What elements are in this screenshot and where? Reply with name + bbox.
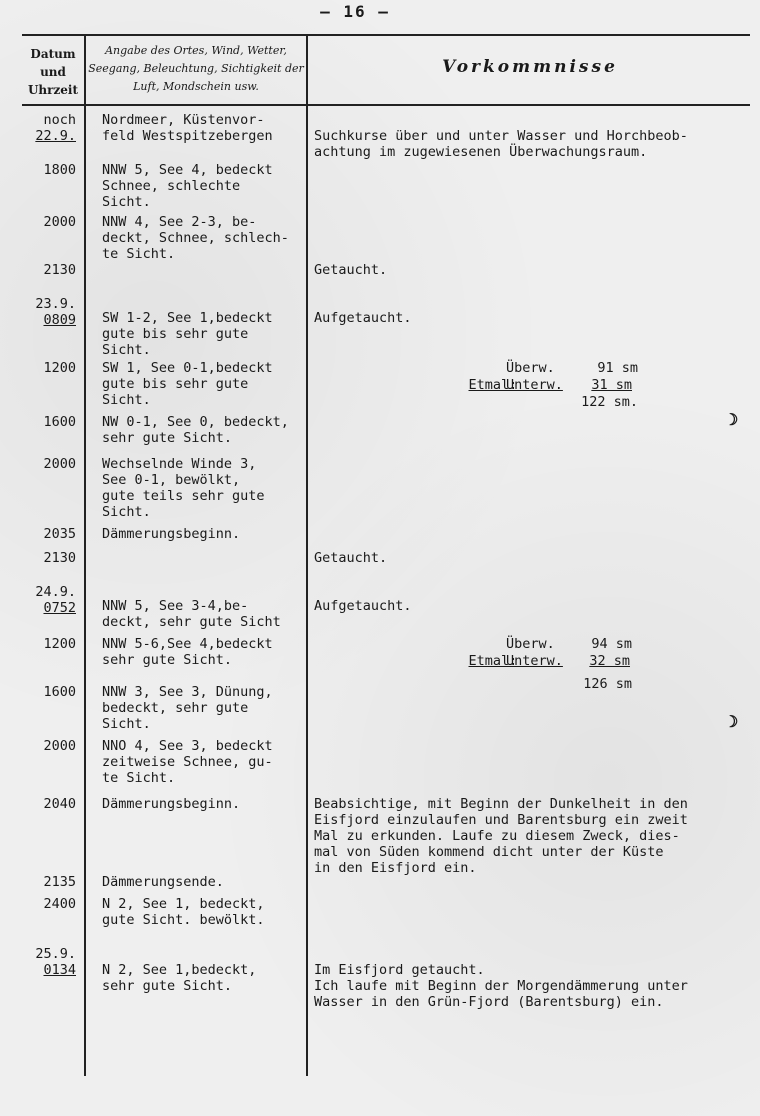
moon-phase-icon: ☽ xyxy=(724,712,739,731)
etmal-under-value: 32 sm xyxy=(589,653,630,669)
entry-time: 2040 xyxy=(43,796,76,812)
etmal-total: 126 sm xyxy=(583,676,632,692)
entry-events: Im Eisfjord getaucht. Ich laufe mit Beginn der Morgendämmerung unter Wasser in den Grün-Fjord (Barentsburg) ein. xyxy=(314,962,688,1010)
column-divider-2 xyxy=(306,34,308,1076)
header-date-time: Datum und Uhrzeit xyxy=(27,47,79,97)
top-rule xyxy=(22,34,750,36)
entry-weather: N 2, See 1,bedeckt, sehr gute Sicht. xyxy=(102,962,257,994)
entry-weather: SW 1-2, See 1,bedeckt gute bis sehr gute Sicht. xyxy=(102,310,273,358)
page-number: – 16 – xyxy=(320,2,390,21)
entry-time: 2135 xyxy=(43,874,76,890)
entry-time: 24.9. 0752 xyxy=(35,584,76,616)
entry-weather: Wechselnde Winde 3, See 0-1, bewölkt, gute teils sehr gute Sicht. xyxy=(102,456,265,520)
entry-time: 1200 xyxy=(43,360,76,376)
entry-weather: NNW 4, See 2-3, be- deckt, Schnee, schlech- te Sicht. xyxy=(102,214,289,262)
header-events: Vorkommnisse xyxy=(442,57,618,77)
entry-time: 2130 xyxy=(43,550,76,566)
entry-time: 1600 xyxy=(43,684,76,700)
etmal-over-value: 94 sm xyxy=(591,636,632,652)
entry-events: Suchkurse über und unter Wasser und Horchbeob- achtung im zugewiesenen Überwachungsraum. xyxy=(314,128,688,160)
entry-weather: N 2, See 1, bedeckt, gute Sicht. bewölkt. xyxy=(102,896,265,928)
etmal-under-label: Unterw. xyxy=(506,653,563,669)
entry-time: 2000 xyxy=(43,214,76,230)
etmal-under-label: Unterw. xyxy=(506,377,563,393)
entry-weather: SW 1, See 0-1,bedeckt gute bis sehr gute Sicht. xyxy=(102,360,273,408)
entry-time: 2130 xyxy=(43,262,76,278)
etmal-total: 122 sm. xyxy=(581,394,638,410)
entry-events: Aufgetaucht. xyxy=(314,598,412,614)
entry-time: noch 22.9. xyxy=(35,112,76,144)
entry-weather: NW 0-1, See 0, bedeckt, sehr gute Sicht. xyxy=(102,414,289,446)
entry-weather: NNW 5-6,See 4,bedeckt sehr gute Sicht. xyxy=(102,636,273,668)
header-rule xyxy=(22,104,750,106)
entry-time: 1200 xyxy=(43,636,76,652)
etmal-over-label: Überw. xyxy=(506,636,555,652)
entry-weather: NNW 3, See 3, Dünung, bedeckt, sehr gute Sicht. xyxy=(102,684,273,732)
entry-weather: Dämmerungsbeginn. xyxy=(102,796,241,812)
entry-weather: NNO 4, See 3, bedeckt zeitweise Schnee, gu- te Sicht. xyxy=(102,738,273,786)
etmal-over-label: Überw. xyxy=(506,360,555,376)
entry-weather: NNW 5, See 4, bedeckt Schnee, schlechte Sicht. xyxy=(102,162,273,210)
entry-events: Getaucht. xyxy=(314,262,388,278)
etmal-label: Etmal: xyxy=(468,653,518,669)
entry-weather: Dämmerungsbeginn. xyxy=(102,526,241,542)
entry-weather: Nordmeer, Küstenvor- feld Westspitzebergen xyxy=(102,112,273,144)
entry-time: 2000 xyxy=(43,738,76,754)
etmal-over-value: 91 sm xyxy=(597,360,638,376)
moon-phase-icon: ☽ xyxy=(724,410,739,429)
entry-events: Getaucht. xyxy=(314,550,388,566)
entry-time: 2035 xyxy=(43,526,76,542)
entry-time: 23.9. 0809 xyxy=(35,296,76,328)
entry-weather: Dämmerungsende. xyxy=(102,874,224,890)
etmal-label: Etmal: xyxy=(468,377,518,393)
header-location-weather: Angabe des Ortes, Wind, Wetter, Seegang, Beleuchtung, Sichtigkeit der Luft, Mondschein usw. xyxy=(88,44,304,93)
entry-events: Beabsichtige, mit Beginn der Dunkelheit in den Eisfjord einzulaufen und Barentsburg ein zweit Mal zu erkunden. Laufe zu diesem Zweck, dies- mal von Süden kommend dicht unter der Küste in den Eisfjord ein. xyxy=(314,796,688,876)
entry-time: 1600 xyxy=(43,414,76,430)
entry-time: 2000 xyxy=(43,456,76,472)
etmal-under-value: 31 sm xyxy=(591,377,632,393)
entry-time: 2400 xyxy=(43,896,76,912)
entry-time: 1800 xyxy=(43,162,76,178)
entry-time: 25.9. 0134 xyxy=(35,946,76,978)
entry-weather: NNW 5, See 3-4,be- deckt, sehr gute Sicht xyxy=(102,598,281,630)
entry-events: Aufgetaucht. xyxy=(314,310,412,326)
column-divider-1 xyxy=(84,34,86,1076)
